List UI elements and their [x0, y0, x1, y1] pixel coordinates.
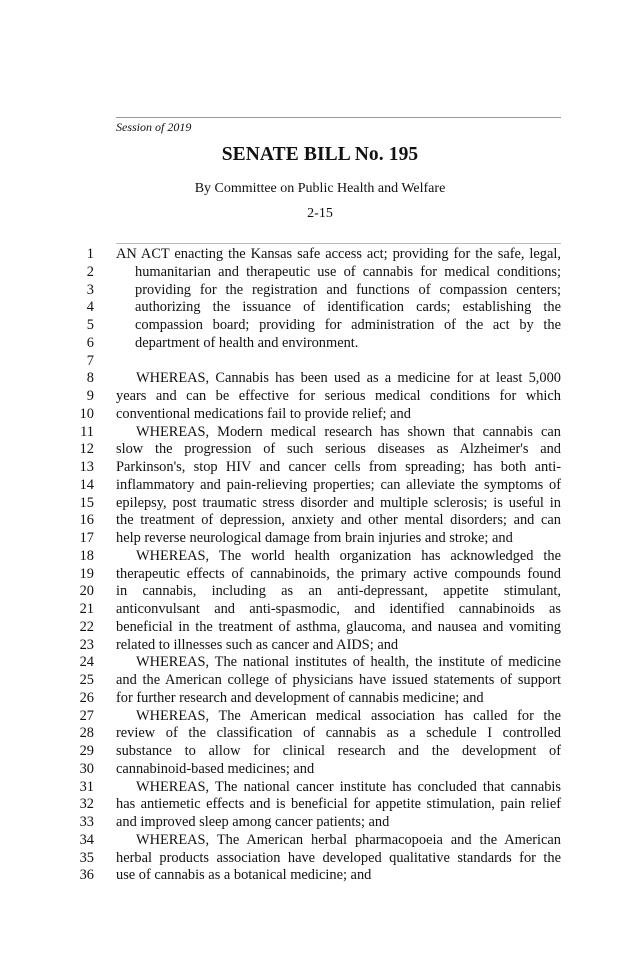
- line-text: use of cannabis as a botanical medicine; and: [116, 867, 372, 884]
- line-number: 12: [79, 441, 94, 458]
- line-number: 9: [86, 388, 94, 404]
- body-rule: [116, 243, 561, 244]
- line-number: 13: [79, 459, 94, 475]
- line-text: related to illnesses such as cancer and AIDS; and: [116, 636, 399, 653]
- line-number: 22: [79, 618, 94, 635]
- bill-line: [0, 512, 640, 530]
- bill-line: [0, 388, 640, 406]
- bill-line: [0, 566, 640, 584]
- line-text: authorizing the issuance of identification cards; establishing the: [135, 299, 561, 316]
- line-text: cannabinoid-based medicines; and: [116, 760, 315, 777]
- header-rule: [116, 117, 561, 118]
- line-text: years and can be effective for serious medical conditions for which: [116, 388, 561, 404]
- line-number: 25: [79, 672, 94, 688]
- line-number: 8: [86, 370, 94, 387]
- line-number: 32: [79, 796, 94, 813]
- line-text: the treatment of depression, anxiety and other mental disorders; and can: [116, 512, 561, 529]
- line-text: WHEREAS, The world health organization has acknowledged the: [136, 547, 561, 564]
- line-number: 34: [79, 831, 94, 848]
- line-number: 7: [86, 352, 94, 369]
- bill-text: [0, 246, 640, 885]
- line-number: 26: [79, 689, 94, 706]
- bill-line: [0, 424, 640, 442]
- line-number: 1: [86, 246, 94, 262]
- line-number: 17: [79, 530, 94, 546]
- line-number: 21: [79, 601, 94, 617]
- line-text: beneficial in the treatment of asthma, glaucoma, and nausea and vomiting: [116, 618, 561, 635]
- line-number: 27: [79, 707, 94, 724]
- line-text: and the American college of physicians have issued statements of support: [116, 672, 561, 688]
- line-text: WHEREAS, Cannabis has been used as a medicine for at least 5,000: [136, 370, 561, 387]
- bill-line: [0, 619, 640, 637]
- line-text: has antiemetic effects and is beneficial for appetite stimulation, pain relief: [116, 796, 561, 813]
- bill-line: [0, 530, 640, 548]
- line-text: herbal products association have developed qualitative standards for the: [116, 849, 561, 866]
- line-number: 36: [79, 867, 94, 884]
- line-number: 28: [79, 725, 94, 742]
- line-number: 29: [79, 743, 94, 759]
- line-number: 31: [79, 778, 94, 795]
- line-text: humanitarian and therapeutic use of cannabis for medical conditions;: [135, 263, 561, 280]
- line-text: providing for the registration and functions of compassion centers;: [135, 281, 561, 298]
- bill-line: [0, 796, 640, 814]
- bill-line: [0, 264, 640, 282]
- bill-date: 2-15: [307, 206, 333, 221]
- bill-line: [0, 335, 640, 353]
- line-number: 16: [79, 512, 94, 529]
- line-text: inflammatory and pain-relieving properties; can alleviate the symptoms of: [116, 476, 561, 493]
- bill-line: [0, 743, 640, 761]
- bill-line: [0, 406, 640, 424]
- line-text: epilepsy, post traumatic stress disorder and multiple sclerosis; is useful in: [116, 494, 561, 511]
- line-text: help reverse neurological damage from brain injuries and stroke; and: [116, 530, 513, 546]
- line-text: WHEREAS, Modern medical research has shown that cannabis can: [136, 423, 561, 440]
- line-text: department of health and environment.: [135, 334, 359, 351]
- bill-line: [0, 495, 640, 513]
- bill-line: [0, 601, 640, 619]
- line-text: review of the classification of cannabis as a schedule I controlled: [116, 725, 561, 742]
- bill-line: [0, 867, 640, 885]
- bill-line: [0, 370, 640, 388]
- line-number: 30: [79, 760, 94, 777]
- line-text: slow the progression of such serious diseases as Alzheimer's and: [116, 441, 561, 458]
- line-text: therapeutic effects of cannabinoids, the primary active compounds found: [116, 565, 561, 582]
- bill-line: [0, 672, 640, 690]
- bill-line: [0, 477, 640, 495]
- line-number: 5: [86, 317, 94, 333]
- line-number: 11: [80, 423, 94, 440]
- bill-line: [0, 353, 640, 371]
- line-number: 19: [79, 565, 94, 582]
- line-number: 10: [79, 405, 94, 422]
- bill-line: [0, 690, 640, 708]
- line-number: 6: [86, 334, 94, 351]
- bill-line: [0, 779, 640, 797]
- line-text: conventional medications fail to provide relief; and: [116, 405, 411, 422]
- bill-sponsor: By Committee on Public Health and Welfare: [194, 181, 446, 196]
- line-text: WHEREAS, The American medical association has called for the: [136, 707, 561, 724]
- bill-line: [0, 761, 640, 779]
- line-number: 35: [79, 849, 94, 866]
- line-number: 24: [79, 654, 94, 671]
- line-number: 18: [79, 547, 94, 564]
- line-number: 23: [79, 636, 94, 653]
- line-number: 20: [79, 583, 94, 600]
- line-number: 2: [86, 263, 94, 280]
- session-label: Session of 2019: [116, 120, 192, 134]
- line-text: Parkinson's, stop HIV and cancer cells from spreading; has both anti-: [116, 459, 561, 475]
- bill-line: [0, 583, 640, 601]
- bill-line: [0, 459, 640, 477]
- line-text: AN ACT enacting the Kansas safe access act; providing for the safe, legal,: [116, 246, 561, 262]
- line-text: WHEREAS, The national institutes of health, the institute of medicine: [136, 654, 561, 671]
- bill-line: [0, 246, 640, 264]
- line-text: for further research and development of cannabis medicine; and: [116, 689, 484, 706]
- bill-line: [0, 654, 640, 672]
- bill-line: [0, 725, 640, 743]
- bill-line: [0, 850, 640, 868]
- line-number: 15: [79, 494, 94, 511]
- line-text: WHEREAS, The American herbal pharmacopoeia and the American: [136, 831, 561, 848]
- bill-line: [0, 299, 640, 317]
- bill-line: [0, 814, 640, 832]
- line-number: 4: [86, 299, 94, 316]
- bill-line: [0, 832, 640, 850]
- line-text: anticonvulsant and anti-spasmodic, and identified cannabinoids as: [116, 601, 561, 617]
- line-text: WHEREAS, The national cancer institute has concluded that cannabis: [136, 778, 561, 795]
- line-text: compassion board; providing for administration of the act by the: [135, 317, 561, 333]
- line-number: 3: [86, 281, 94, 298]
- line-number: 33: [79, 814, 94, 830]
- line-text: and improved sleep among cancer patients; and: [116, 814, 390, 830]
- bill-line: [0, 548, 640, 566]
- line-text: substance to allow for clinical research and the development of: [116, 743, 561, 759]
- bill-line: [0, 441, 640, 459]
- bill-line: [0, 317, 640, 335]
- bill-line: [0, 282, 640, 300]
- bill-title: SENATE BILL No. 195: [221, 144, 419, 165]
- bill-line: [0, 708, 640, 726]
- line-text: in cannabis, including as an anti-depressant, appetite stimulant,: [116, 583, 561, 600]
- line-number: 14: [79, 476, 94, 493]
- bill-line: [0, 637, 640, 655]
